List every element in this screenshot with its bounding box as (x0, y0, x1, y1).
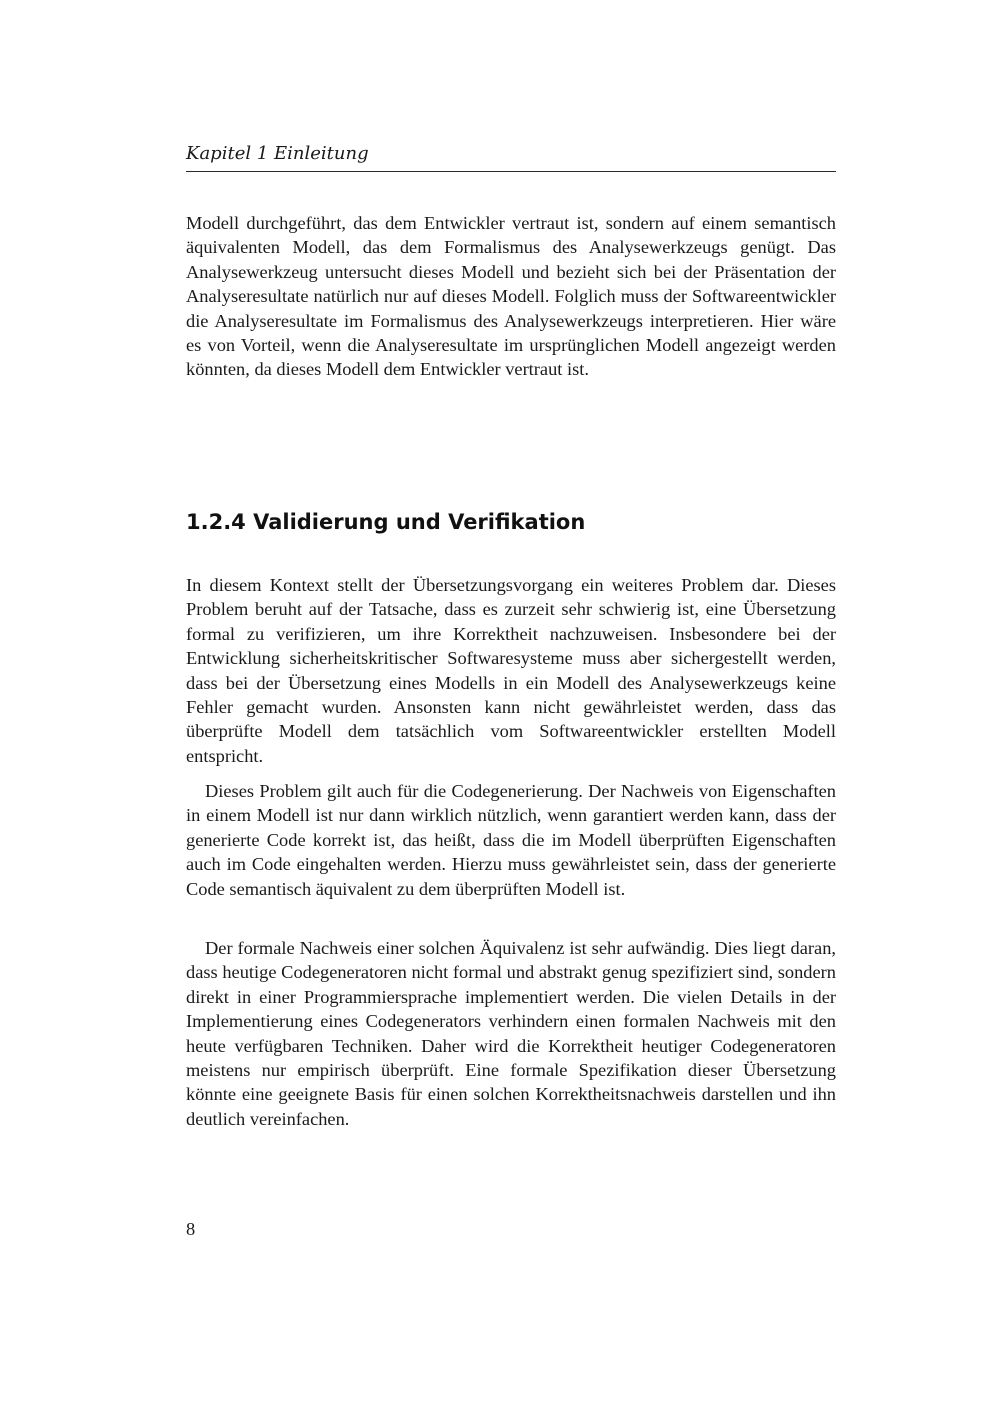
paragraph-continuation: Modell durchgeführt, das dem Entwickler vertraut ist, sondern auf einem semantisch äquivalenten Modell, das dem Formalismus des Analysewerkzeugs genügt. Das Analysewerkzeug untersucht dieses Modell und bezieht sich bei der Präsentation der Analyseresultate natürlich nur auf dieses Modell. Folglich muss der Softwareentwickler die Analyseresultate im Formalismus des Analysewerkzeugs interpretieren. Hier wäre es von Vorteil, wenn die Analyseresultate im ursprünglichen Modell angezeigt werden könnten, da dieses Modell dem Entwickler vertraut ist. (186, 213, 836, 380)
header-rule (186, 171, 836, 172)
paragraph-code-generation: Dieses Problem gilt auch für die Codegenerierung. Der Nachweis von Eigenschaften in einem Modell ist nur dann wirklich nützlich, wenn garantiert werden kann, dass der generierte Code korrekt ist, das heißt, dass die im Modell überprüften Eigenschaften auch im Code eingehalten werden. Hierzu muss gewährleistet sein, dass der generierte Code semantisch äquivalent zu dem überprüften Modell ist. (186, 781, 836, 899)
section-heading: 1.2.4 Validierung und Verifikation (186, 510, 586, 534)
page-number: 8 (186, 1219, 196, 1239)
running-head: Kapitel 1 Einleitung (186, 143, 369, 164)
document-page (186, 0, 836, 1414)
paragraph-equivalence-proof: Der formale Nachweis einer solchen Äquivalenz ist sehr aufwändig. Dies liegt daran, dass heutige Codegeneratoren nicht formal und abstrakt genug spezifiziert sind, sondern direkt in einer Programmiersprache implementiert werden. Die vielen Details in der Implementierung eines Codegenerators verhindern einen formalen Nachweis mit den heute verfügbaren Techniken. Daher wird die Korrektheit heutiger Codegeneratoren meistens nur empirisch überprüft. Eine formale Spezifikation dieser Übersetzung könnte eine geeignete Basis für einen solchen Korrektheitsnachweis darstellen und ihn deutlich vereinfachen. (186, 938, 836, 1129)
paragraph-translation-problem: In diesem Kontext stellt der Übersetzungsvorgang ein weiteres Problem dar. Dieses Problem beruht auf der Tatsache, dass es zurzeit sehr schwierig ist, eine Übersetzung formal zu verifizieren, um ihre Korrektheit nachzuweisen. Insbesondere bei der Entwicklung sicherheitskritischer Softwaresysteme muss aber sichergestellt werden, dass bei der Übersetzung eines Modells in ein Modell des Analysewerkzeugs keine Fehler gemacht wurden. Ansonsten kann nicht gewährleistet werden, dass das überprüfte Modell dem tatsächlich vom Softwareentwickler erstellten Modell entspricht. (186, 575, 836, 766)
